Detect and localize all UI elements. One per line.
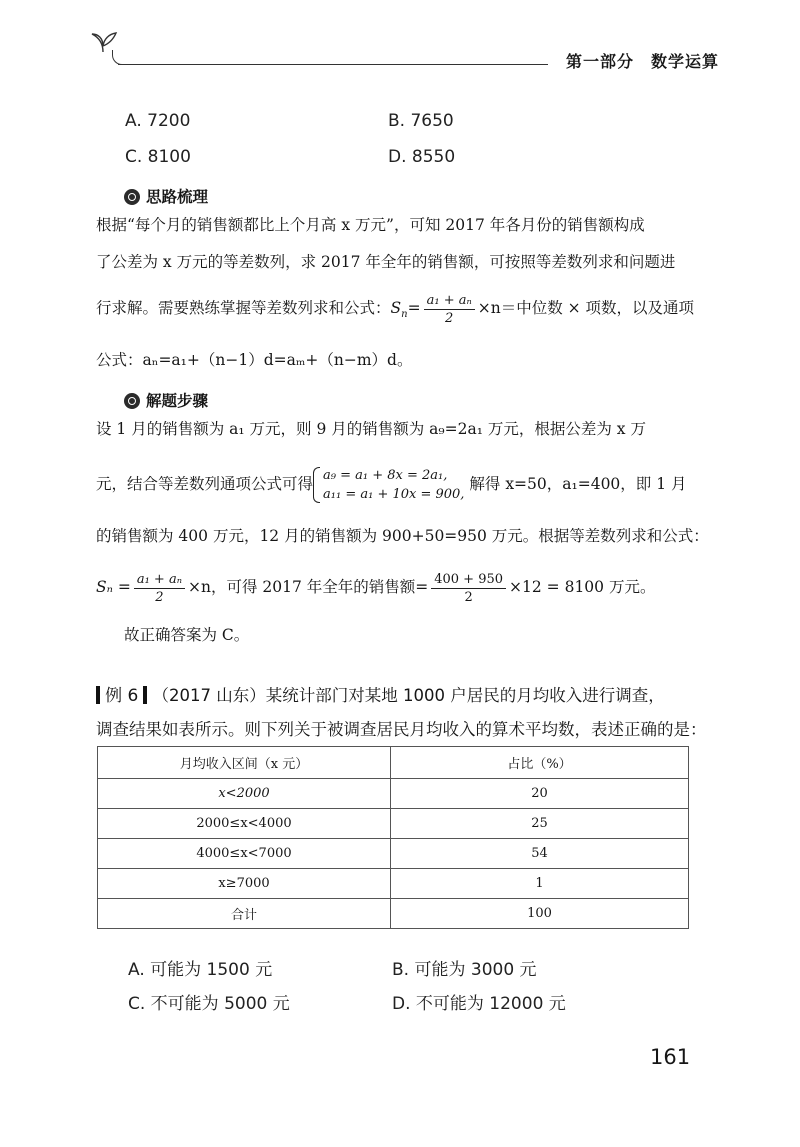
table-cell: 54 (391, 839, 689, 869)
sum-fraction: $\frac{\text{a₁ + aₙ}}{2}$ (134, 571, 185, 606)
q6-option-a: A. 可能为 1500 元 (128, 960, 273, 980)
table-header-percent: 占比（%） (391, 747, 689, 779)
q5-option-b: B. 7650 (388, 111, 454, 131)
equation-system: a₉ = a₁ + 8x = 2a₁, a₁₁ = a₁ + 10x = 900, (313, 466, 464, 504)
thinking-line-1: 根据“每个月的销售额都比上个月高 x 万元”，可知 2017 年各月份的销售额构成 (96, 216, 645, 234)
table-row (98, 809, 689, 839)
table-cell: x<2000 (98, 779, 391, 809)
steps-line-4: Sₙ = $\frac{\text{a₁ + aₙ}}{2}$ ×n，可得 2017 年全年的销售额= $\frac{400 + 950}{2}$ ×12 = 8100 万元。 (96, 571, 656, 605)
table-cell: 25 (391, 809, 689, 839)
example-6-title (96, 681, 665, 706)
thinking-heading: 思路梳理 (124, 185, 208, 207)
example-bar-right (143, 686, 147, 704)
sum-formula-fraction: $\frac{\text{a₁ + aₙ}}{2}$ (424, 292, 475, 327)
thinking-line-2: 了公差为 x 万元的等差数列，求 2017 年全年的销售额，可按照等差数列求和问题进 (96, 253, 676, 271)
header-rule-curve (112, 50, 125, 65)
steps-line-2: 元，结合等差数列通项公式可得 a₉ = a₁ + 8x = 2a₁, a₁₁ = a₁ + 10x = 900, 解得 x=50，a₁=400，即 1 月 (96, 468, 687, 502)
thinking-line-4: 公式：aₙ=a₁+（n−1）d=aₘ+（n−m）d。 (96, 351, 413, 369)
header-rule (118, 64, 548, 65)
answer-line: 故正确答案为 C。 (124, 626, 250, 644)
table-cell: 20 (391, 779, 689, 809)
q6-option-d: D. 不可能为 12000 元 (392, 994, 566, 1014)
table-row (98, 839, 689, 869)
q6-option-c: C. 不可能为 5000 元 (128, 994, 290, 1014)
table-header-row (98, 747, 689, 779)
example-bar-left (96, 686, 100, 704)
steps-line-3: 的销售额为 400 万元，12 月的销售额为 900+50=950 万元。根据等差数列求和公式： (96, 527, 709, 545)
table-cell: 1 (391, 869, 689, 899)
income-table (97, 746, 689, 929)
wrench-icon (124, 393, 140, 409)
q5-option-a: A. 7200 (125, 111, 191, 131)
gear-icon (124, 189, 140, 205)
table-cell: x≥7000 (98, 869, 391, 899)
thinking-line-3: 行求解。需要熟练掌握等差数列求和公式：$S_n=$ $\frac{\text{a₁ + aₙ}}{2}$ ×n＝中位数 × 项数，以及通项 (96, 292, 695, 326)
table-cell: 100 (391, 899, 689, 929)
table-cell: 2000≤x<4000 (98, 809, 391, 839)
q5-option-d: D. 8550 (388, 147, 456, 167)
table-row (98, 779, 689, 809)
q5-option-c: C. 8100 (125, 147, 191, 167)
example-6-tag: 例 6 (105, 686, 139, 706)
table-row (98, 899, 689, 929)
total-sales-fraction: $\frac{400 + 950}{2}$ (431, 571, 506, 606)
table-header-range: 月均收入区间（x 元） (98, 747, 391, 779)
example-6-line-2: 调查结果如表所示。则下列关于被调查居民月均收入的算术平均数，表述正确的是： (96, 720, 707, 739)
table-row (98, 869, 689, 899)
table-cell: 合计 (98, 899, 391, 929)
q6-option-b: B. 可能为 3000 元 (392, 960, 537, 980)
table-cell: 4000≤x<7000 (98, 839, 391, 869)
section-title: 第一部分 数学运算 (566, 52, 720, 71)
steps-line-1: 设 1 月的销售额为 a₁ 万元，则 9 月的销售额为 a₉=2a₁ 万元，根据公差为 x 万 (96, 420, 646, 438)
steps-heading: 解题步骤 (124, 389, 208, 411)
page-number: 161 (650, 1045, 691, 1069)
example-6-line-1: （2017 山东）某统计部门对某地 1000 户居民的月均收入进行调查， (152, 686, 665, 705)
